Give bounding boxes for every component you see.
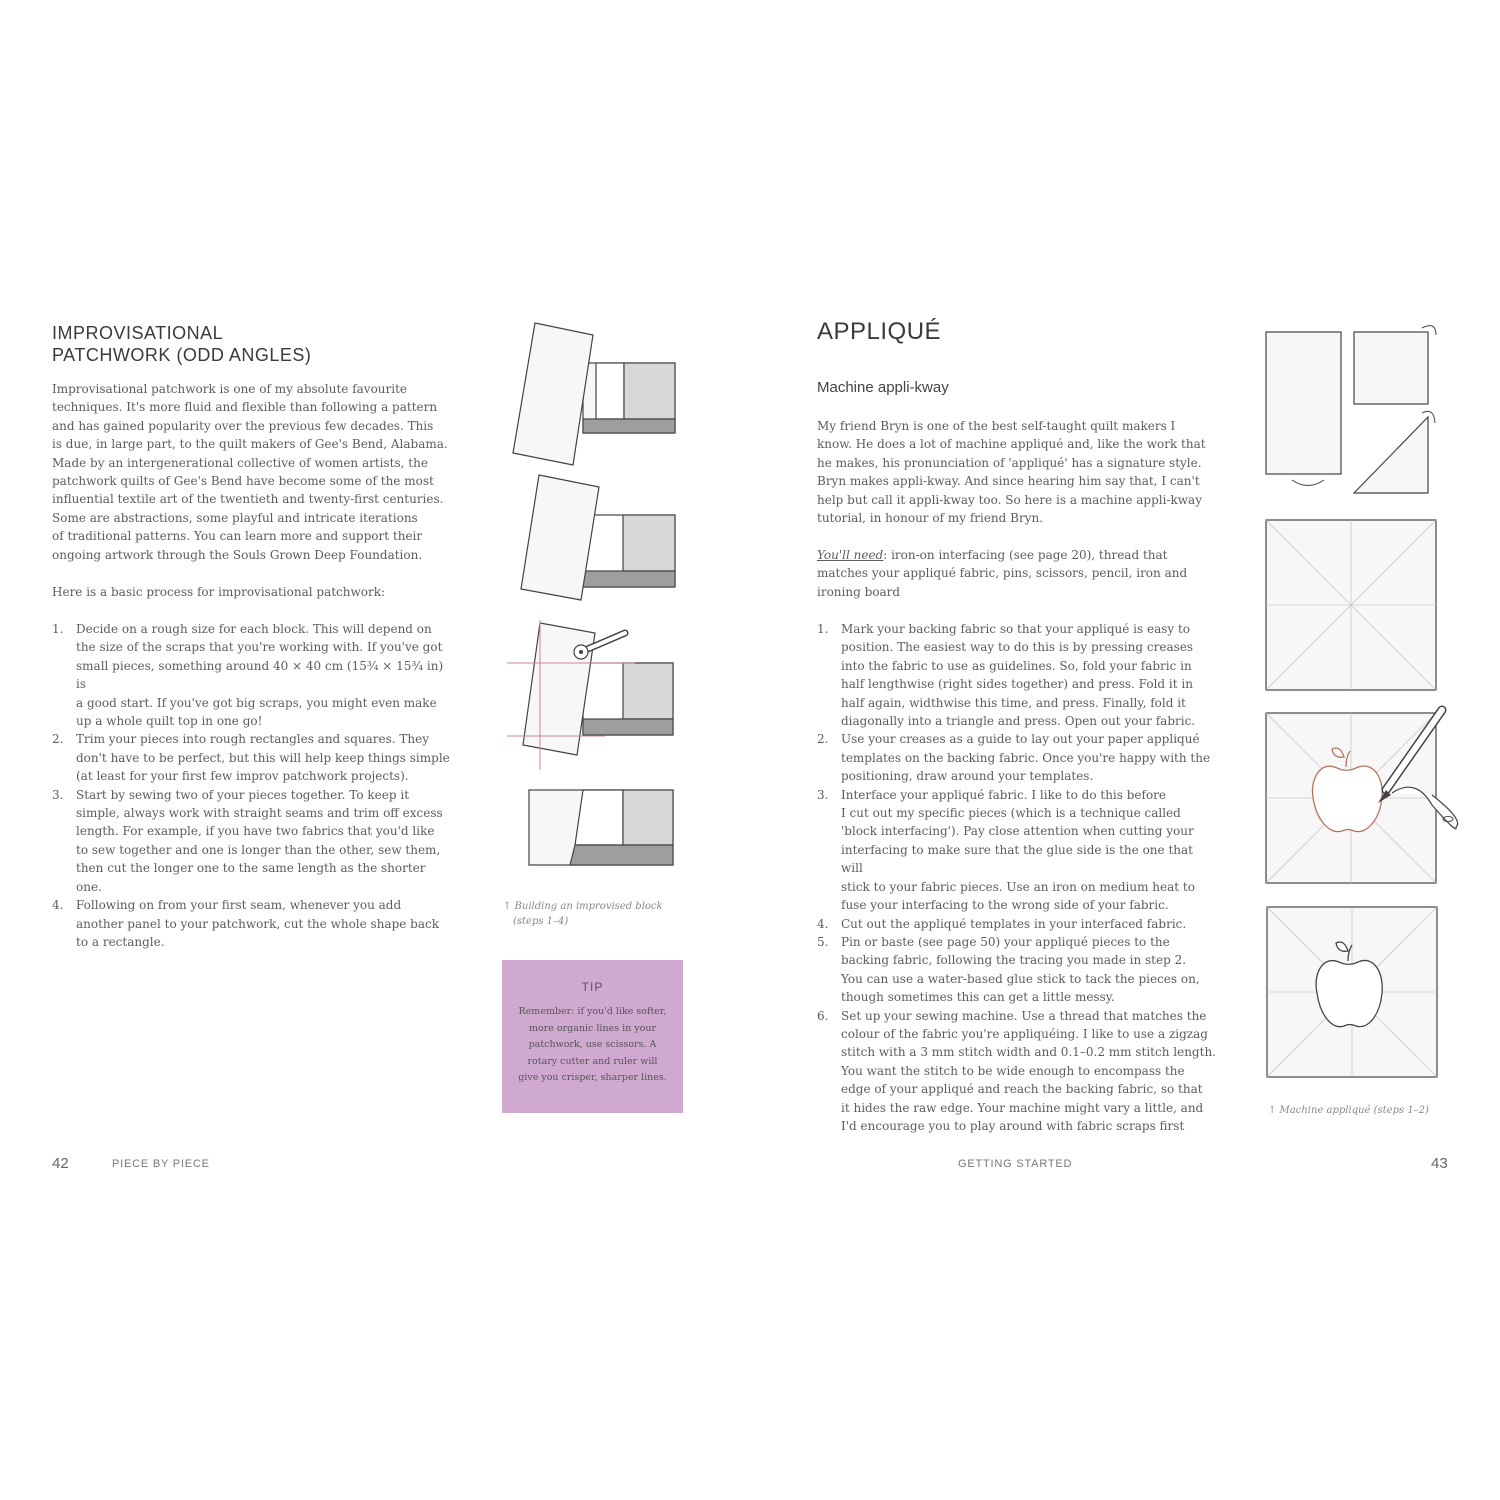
step-item (817, 786, 1217, 915)
step-number: 6. (817, 1008, 829, 1023)
intro-paragraph (52, 380, 452, 564)
process-intro: Here is a basic process for improvisational patchwork: (52, 585, 386, 599)
step-text-line: You want the stitch to be wide enough to encompass the (841, 1063, 1185, 1078)
section-title-line1: IMPROVISATIONAL (52, 323, 224, 343)
step-number: 3. (817, 787, 829, 802)
step-text-line: Interface your appliqué fabric. I like to do this before (841, 787, 1167, 802)
step-text-line: templates on the backing fabric. Once you're happy with the (841, 750, 1211, 765)
running-head-left: PIECE BY PIECE (112, 1158, 210, 1170)
step-number: 1. (817, 622, 829, 636)
step-item (52, 730, 452, 785)
step-number: 2. (817, 732, 829, 747)
youll-need-label: You'll need (817, 548, 884, 562)
text-line: rotary cutter and ruler will (527, 1055, 658, 1067)
text-line: Bryn makes appli-kway. And since hearing him say that, I can't (817, 474, 1200, 489)
text-line: Remember: if you'd like softer, (518, 1006, 667, 1017)
step-item (817, 933, 1217, 1007)
step-text-line: Following on from your first seam, whenever you add (76, 898, 402, 913)
step-text-line: interfacing to make sure that the glue side is the one that will (841, 842, 1193, 876)
step-text-line: stick to your fabric pieces. Use an iron on medium heat to (841, 879, 1195, 894)
step-text-line: I cut out my specific pieces (which is a technique called (841, 806, 1181, 821)
running-head-right: GETTING STARTED (958, 1158, 1073, 1170)
fold-diagram (1266, 326, 1436, 493)
step-text-line: Pin or baste (see page 50) your appliqué pieces to the (841, 934, 1170, 949)
youll-need (817, 546, 1217, 601)
step-number: 2. (52, 732, 64, 747)
improv-step-1 (513, 323, 675, 465)
text-line: tutorial, in honour of my friend Bryn. (817, 511, 1044, 526)
step-text-line: backing fabric, following the tracing you made in step 2. (841, 953, 1187, 968)
final-applique-diagram (1267, 907, 1437, 1077)
step-number: 4. (817, 916, 829, 931)
improv-caption: ↑ Building an improvised block (steps 1–4) (503, 901, 663, 927)
step-text-line: Decide on a rough size for each block. This will depend on (76, 622, 432, 636)
step-text-line: another panel to your patchwork, cut the whole shape back (76, 916, 440, 931)
step-item (817, 915, 1217, 933)
step-text-line: then cut the longer one to the same length as the shorter one. (76, 861, 426, 894)
step-text-line: (at least for your first few improv patchwork projects). (76, 769, 409, 784)
step-text-line: 'block interfacing'). Pay close attention when cutting your (841, 824, 1194, 839)
text-line: patchwork quilts of Gee's Bend have become some of the most (52, 474, 434, 489)
tip-title: TIP (581, 980, 604, 994)
step-text-line: up a whole quilt top in one go! (76, 714, 263, 729)
step-number: 5. (817, 934, 829, 949)
improv-step-3 (507, 620, 673, 770)
applique-caption: ↑ Machine appliqué (steps 1–2) (1268, 1105, 1429, 1116)
text-line: he makes, his pronunciation of 'appliqué' has a signature style. (817, 455, 1202, 470)
youll-need-text: ironing board (817, 584, 901, 599)
step-item (52, 620, 452, 730)
step-text-line: small pieces, something around 40 × 40 cm (15¾ × 15¾ in) is (76, 658, 444, 692)
crease-grid-diagram (1266, 520, 1436, 690)
step-text-line: Trim your pieces into rough rectangles and squares. They (76, 732, 430, 747)
step-text-line: I'd encourage you to play around with fabric scraps first (841, 1118, 1185, 1133)
section-title-line2: PATCHWORK (ODD ANGLES) (52, 345, 312, 365)
step-text-line: it hides the raw edge. Your machine might vary a little, and (841, 1100, 1204, 1115)
step-text-line: don't have to be perfect, but this will help keep things simple (76, 750, 450, 765)
step-item (817, 730, 1217, 785)
text-line: more organic lines in your (528, 1022, 657, 1034)
youll-need-text: : iron-on interfacing (see page 20), thread that (883, 548, 1168, 562)
text-line: help but call it appli-kway too. So here is a machine appli-kway (817, 492, 1202, 507)
text-line: patchwork, use scissors. A (528, 1039, 657, 1050)
text-line: Improvisational patchwork is one of my absolute favourite (52, 382, 408, 396)
step-item (817, 620, 1217, 730)
tip-body (502, 1004, 683, 1087)
step-item (52, 896, 452, 951)
step-text-line: a good start. If you've got big scraps, you might even make (76, 695, 437, 710)
text-line: ongoing artwork through the Souls Grown Deep Foundation. (52, 547, 423, 562)
steps-list (52, 620, 452, 951)
step-text-line: colour of the fabric you're appliquéing. I like to use a zigzag (841, 1026, 1208, 1041)
step-text-line: half lengthwise (right sides together) and press. Fold it in (841, 677, 1193, 692)
step-item (817, 1007, 1217, 1136)
section-title (52, 322, 311, 366)
step-text-line: diagonally into a triangle and press. Open out your fabric. (841, 714, 1196, 729)
step-text-line: half again, widthwise this time, and press. Finally, fold it (841, 695, 1186, 710)
step-text-line: Mark your backing fabric so that your appliqué is easy to (841, 622, 1191, 636)
step-text-line: length. For example, if you have two fabrics that you'd like (76, 824, 435, 839)
step-text-line: positioning, draw around your templates. (841, 769, 1094, 784)
step-item (52, 786, 452, 896)
step-text-line: simple, always work with straight seams and trim off excess (76, 806, 443, 821)
text-line: Some are abstractions, some playful and intricate iterations (52, 510, 418, 525)
step-number: 1. (52, 622, 64, 636)
step-text-line: the size of the scraps that you're working with. If you've got (76, 640, 443, 655)
page-number-left: 42 (52, 1155, 69, 1172)
text-line: and has gained popularity over the previous few decades. This (52, 418, 434, 433)
step-number: 3. (52, 787, 64, 802)
text-line: of traditional patterns. You can learn more and support their (52, 529, 423, 544)
improv-step-2 (521, 475, 675, 600)
applique-steps-list (817, 620, 1217, 1135)
step-text-line: Start by sewing two of your pieces together. To keep it (76, 787, 410, 802)
text-line: influential textile art of the twentieth and twenty-first centuries. (52, 492, 444, 507)
tip-box (502, 960, 683, 1113)
step-text-line: into the fabric to use as guidelines. So, fold your fabric in (841, 658, 1192, 673)
tracing-diagram (1266, 710, 1458, 883)
step-text-line: position. The easiest way to do this is by pressing creases (841, 640, 1194, 655)
text-line: is due, in large part, to the quilt makers of Gee's Bend, Alabama. (52, 437, 448, 452)
text-line: techniques. It's more fluid and flexible than following a pattern (52, 400, 438, 415)
applique-subtitle: Machine appli-kway (817, 379, 949, 396)
text-line: give you crisper, sharper lines. (518, 1072, 667, 1083)
step-text-line: You can use a water-based glue stick to tack the pieces on, (841, 971, 1200, 986)
applique-intro (817, 417, 1217, 527)
applique-illustration (1260, 315, 1460, 1135)
step-text-line: fuse your interfacing to the wrong side of your fabric. (841, 898, 1169, 913)
step-text-line: to a rectangle. (76, 934, 165, 949)
improv-step-4 (529, 790, 673, 865)
page-number-right: 43 (1431, 1155, 1448, 1172)
step-text-line: to sew together and one is longer than the other, sew them, (76, 842, 441, 857)
text-line: Made by an intergenerational collective of women artists, the (52, 455, 428, 470)
text-line: My friend Bryn is one of the best self-taught quilt makers I (817, 419, 1176, 433)
applique-title: APPLIQUÉ (817, 318, 942, 345)
step-text-line: Use your creases as a guide to lay out your paper appliqué (841, 732, 1200, 747)
step-text-line: edge of your appliqué and reach the backing fabric, so that (841, 1082, 1203, 1097)
step-number: 4. (52, 898, 64, 913)
step-text-line: Set up your sewing machine. Use a thread that matches the (841, 1008, 1207, 1023)
step-text-line: though sometimes this can get a little messy. (841, 990, 1115, 1005)
text-line: know. He does a lot of machine appliqué and, like the work that (817, 437, 1206, 452)
step-text-line: stitch with a 3 mm stitch width and 0.1–0.2 mm stitch length. (841, 1045, 1216, 1060)
improv-block-illustration (495, 315, 685, 875)
youll-need-text: matches your appliqué fabric, pins, scissors, pencil, iron and (817, 566, 1188, 581)
step-text-line: Cut out the appliqué templates in your interfaced fabric. (841, 916, 1187, 931)
